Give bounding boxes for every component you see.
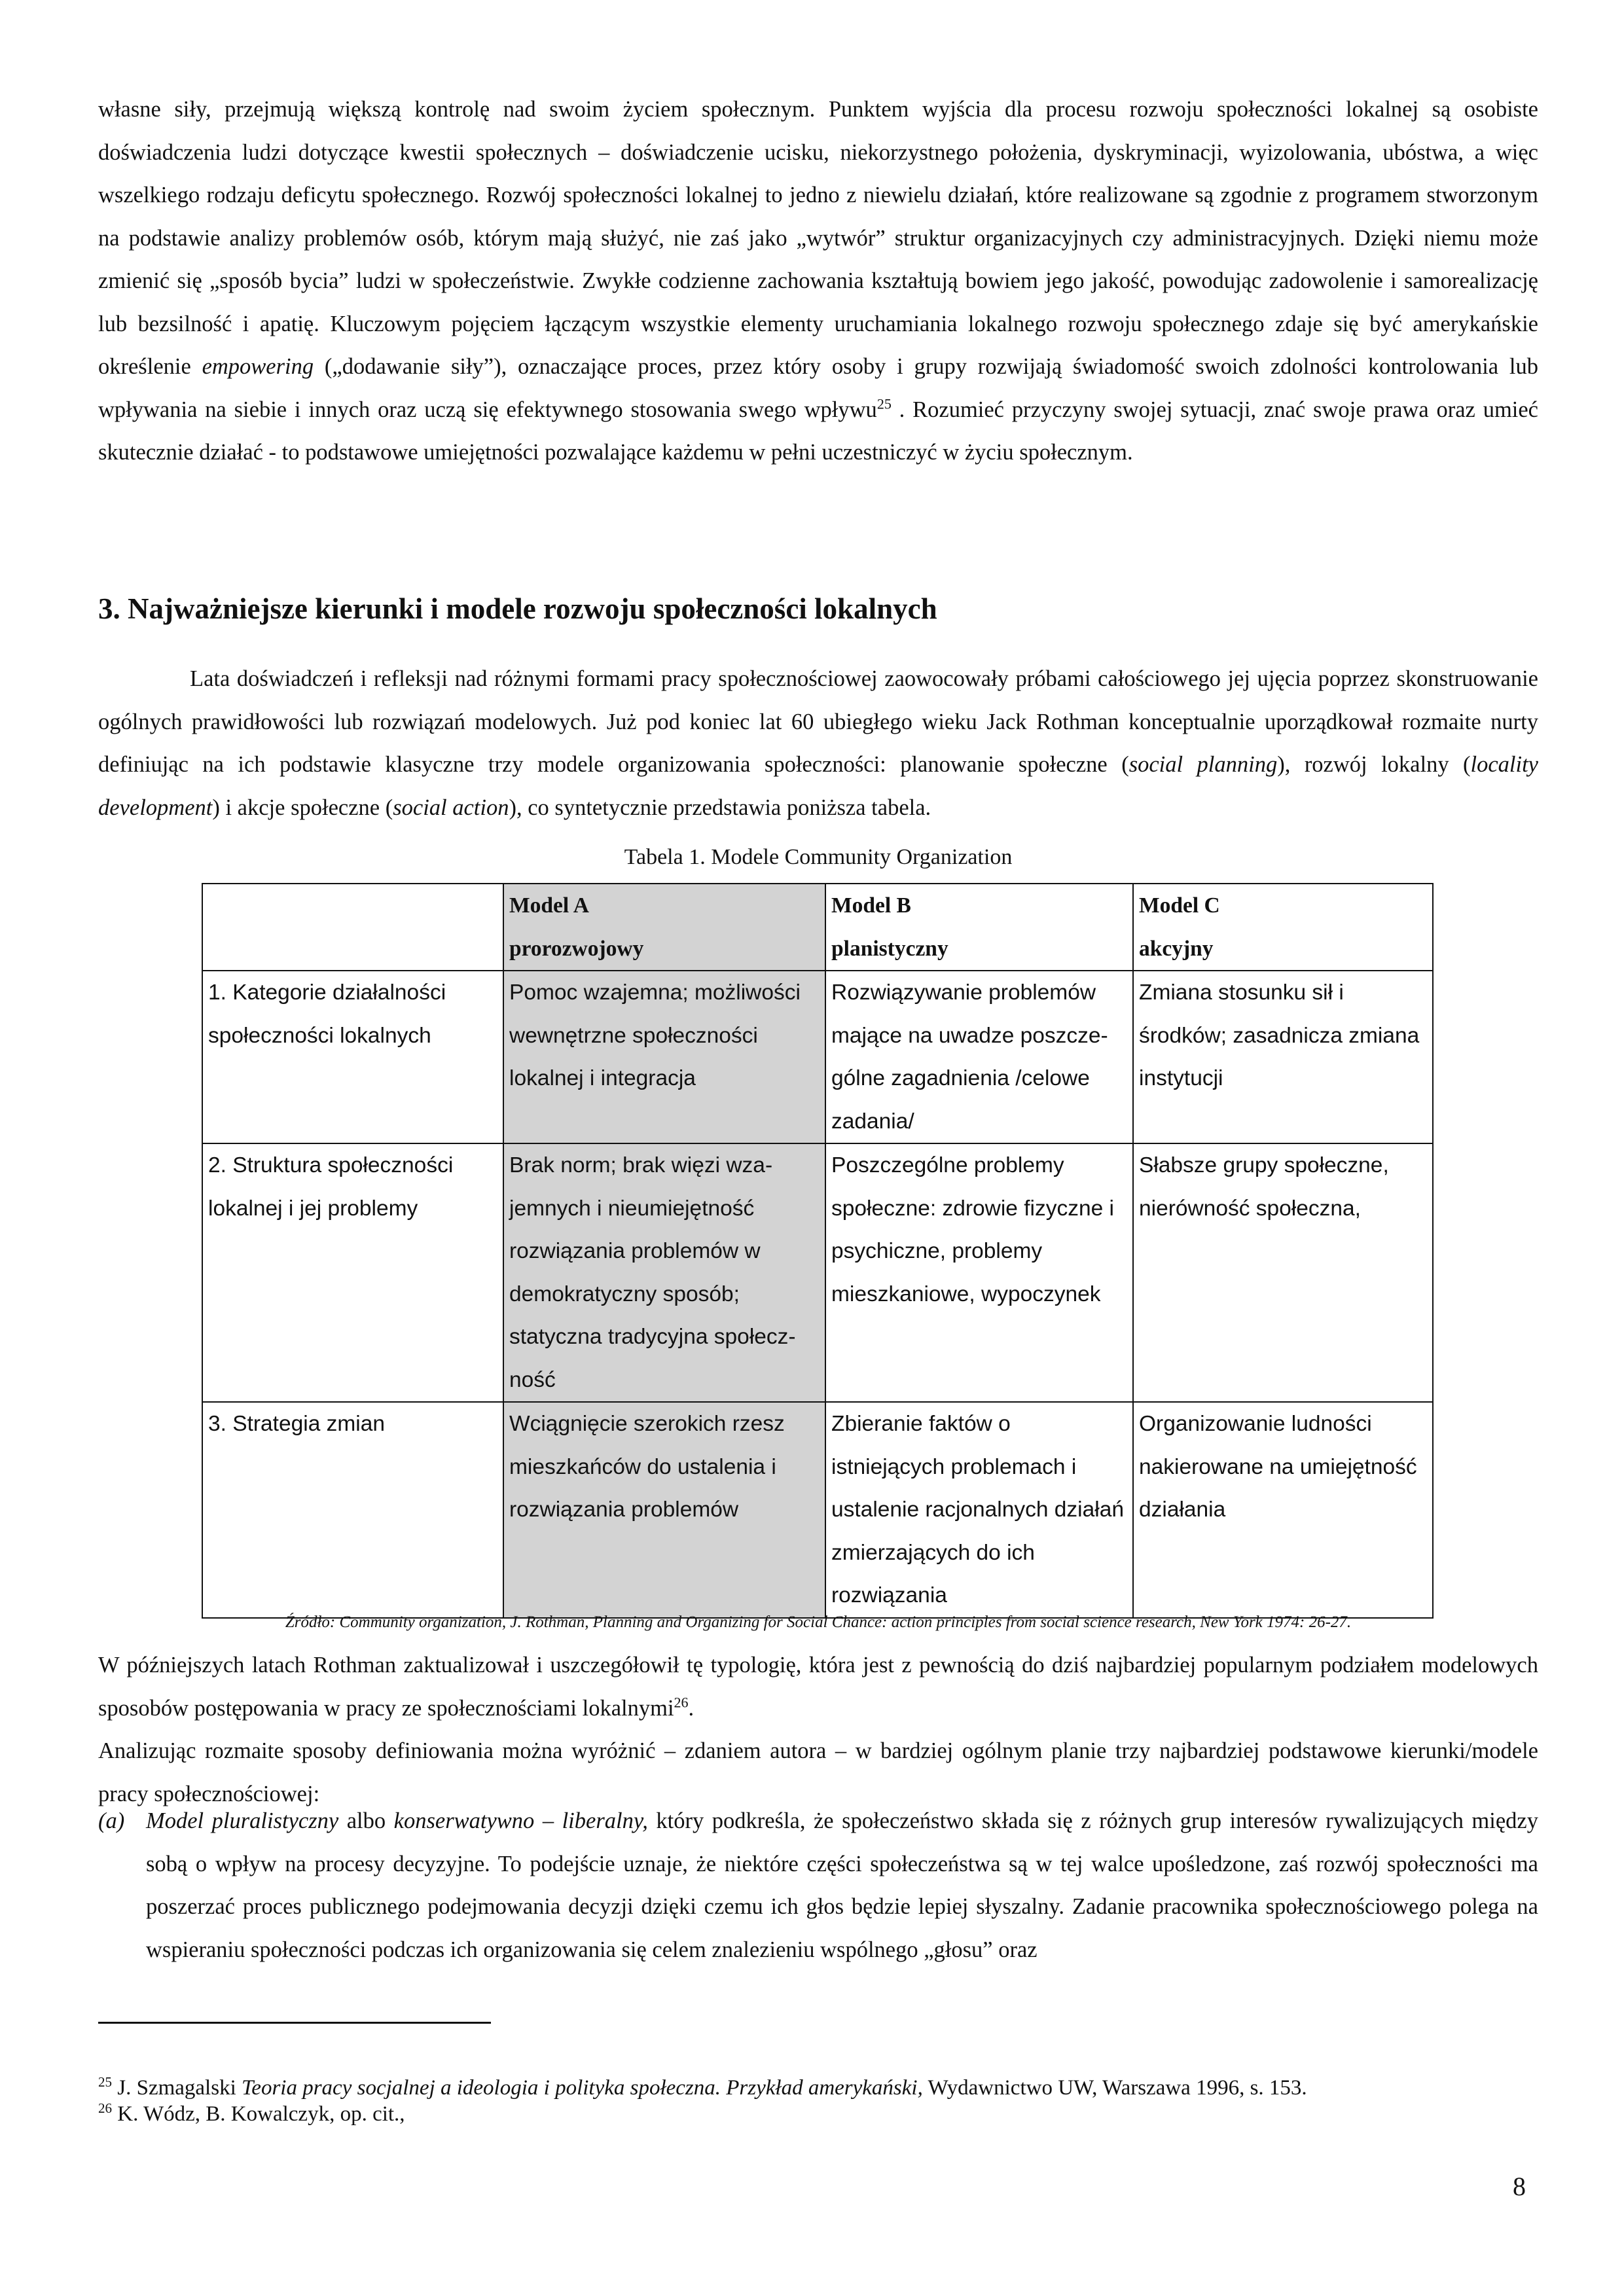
footnote-separator: [98, 2022, 491, 2024]
rothman-text-3: ) i akcje społeczne (: [212, 795, 393, 820]
footnote-number: 26: [98, 2100, 112, 2116]
later-text-2: .: [688, 1695, 695, 1721]
term-model-pluralistyczny: Model pluralistyczny: [146, 1808, 339, 1833]
footnote-25: [98, 2075, 1538, 2101]
table-cell: Organizowanie ludności nakierowane na umiejętność działania: [1133, 1402, 1433, 1618]
later-paragraph: [98, 1644, 1538, 1730]
footnote-26: [98, 2101, 1538, 2127]
table-row: [202, 1402, 1433, 1618]
table-row: [202, 971, 1433, 1143]
term-social-planning: social planning: [1128, 752, 1278, 777]
list-text-2: który podkreśla, że społeczeństwo składa się z różnych grup interesów rywalizujących między sobą o wpływ na procesy decyzyjne. To podejście uznaje, że niektóre części społeczeństwa są w tej walce upośledzone, zaś rozwój społeczności ma poszerzać proces publicznego podejmowania decyzji dzięki czemu ich głos będzie lepiej słyszalny. Zadanie pracownika społecznościowego polega na wspieraniu społeczności podczas ich organizowania się celem znalezieniu wspólnego „głosu” oraz: [146, 1808, 1538, 1962]
header-model-b: [825, 884, 1133, 971]
footnote-ref-26[interactable]: 26: [674, 1694, 689, 1710]
table-header-row: [202, 884, 1433, 971]
models-table: [202, 883, 1434, 1619]
list-marker: (a): [98, 1808, 125, 1833]
header-title: Model C: [1139, 893, 1220, 918]
rothman-text-1: Lata doświadczeń i refleksji nad różnymi formami pracy społecznościowej zaowocowały próbami całościowego jej ujęcia poprzez skonstruowanie ogólnych prawidłowości lub rozwiązań modelowych. Już pod koniec lat 60 ubiegłego wieku Jack Rothman konceptualnie uporządkował rozmaite nurty definiując na ich podstawie klasyczne trzy modele organizowania społeczności: planowanie społeczne (: [98, 666, 1538, 777]
footnote-number: 25: [98, 2074, 112, 2090]
header-subtitle: prorozwojowy: [509, 936, 644, 961]
footnote-ref-25[interactable]: 25: [876, 395, 892, 412]
table-cell: Wciągnięcie szerokich rzesz mieszkańców do ustalenia i rozwiązania problemów: [503, 1402, 825, 1618]
section-heading: 3. Najważniejsze kierunki i modele rozwoju społeczności lokalnych: [98, 592, 937, 625]
list-item-a: [98, 1800, 1538, 1971]
table-cell: Pomoc wzajemna; możliwości wewnętrzne społeczności lokalnej i integracja: [503, 971, 825, 1143]
table-caption: Tabela 1. Modele Community Organization: [624, 845, 1013, 869]
table-cell: Zmiana stosunku sił i środków; zasadnicza zmiana instytucji: [1133, 971, 1433, 1143]
row-label: 2. Struktura społeczności lokalnej i jej problemy: [202, 1143, 503, 1402]
intro-text-3: . Rozumieć przyczyny swojej sytuacji, znać swoje prawa oraz umieć skutecznie działać - to podstawowe umiejętności pozwalające każdemu w pełni uczestniczyć w życiu społecznym.: [98, 397, 1538, 465]
intro-text-1: własne siły, przejmują większą kontrolę nad swoim życiem społecznym. Punktem wyjścia dla procesu rozwoju społeczności lokalnej są osobiste doświadczenia ludzi dotyczące kwestii społecznych – doświadczenie ucisku, niekorzystnego położenia, dyskryminacji, wyizolowania, ubóstwa, a więc wszelkiego rodzaju deficytu społecznego. Rozwój społeczności lokalnej to jedno z niewielu działań, które realizowane są zgodnie z programem stworzonym na podstawie analizy problemów osób, którym mają służyć, nie zaś jako „wytwór” struktur organizacyjnych czy administracyjnych. Dzięki niemu może zmienić się „sposób bycia” ludzi w społeczeństwie. Zwykłe codzienne zachowania kształtują bowiem jego jakość, powodując zadowolenie i samorealizację lub bezsilność i apatię. Kluczowym pojęciem łączącym wszystkie elementy uruchamiania lokalnego rozwoju społecznego zdaje się być amerykańskie określenie: [98, 97, 1538, 379]
header-subtitle: planistyczny: [831, 936, 948, 961]
table-cell: Poszczególne problemy społeczne: zdrowie fizyczne i psychiczne, problemy mieszkaniowe, wypoczynek: [825, 1143, 1133, 1402]
intro-paragraph: [98, 88, 1538, 475]
analysis-paragraph: Analizując rozmaite sposoby definiowania można wyróżnić – zdaniem autora – w bardziej ogólnym planie trzy najbardziej podstawowe kierunki/modele pracy społecznościowej:: [98, 1738, 1538, 1806]
header-empty-cell: [202, 884, 503, 971]
header-title: Model A: [509, 893, 589, 918]
intro-text-2: („dodawanie siły”), oznaczające proces, przez który osoby i grupy rozwijają świadomość swoich zdolności kontrolowania lub wpływania na siebie i innych oraz uczą się efektywnego stosowania swego wpływu: [98, 354, 1538, 422]
rothman-text-4: ), co syntetycznie przedstawia poniższa tabela.: [509, 795, 931, 820]
table-cell: Rozwiązywanie problemów mające na uwadze poszczególne zagadnienia /celowe zadania/: [825, 971, 1133, 1143]
row-label: 1. Kategorie działalności społeczności lokalnych: [202, 971, 503, 1143]
header-model-c: [1133, 884, 1433, 971]
footnote-rest: K. Wódz, B. Kowalczyk, op. cit.,: [112, 2102, 405, 2126]
table-cell: Zbieranie faktów o istniejących problemach i ustalenie racjonalnych działań zmierzających do ich rozwiązania: [825, 1402, 1133, 1618]
table-row: [202, 1143, 1433, 1402]
footnote-title: Teoria pracy socjalnej a ideologia i polityka społeczna. Przykład amerykański,: [241, 2076, 923, 2100]
table-cell: Brak norm; brak więzi wzajemnych i nieumiejętność rozwiązania problemów w demokratyczny sposób; statyczna tradycyjna społeczność: [503, 1143, 825, 1402]
rothman-text-2: ), rozwój lokalny (: [1277, 752, 1471, 777]
term-konserwatywno-liberalny: konserwatywno – liberalny,: [393, 1808, 648, 1833]
term-locality-development: locality development: [98, 752, 1538, 820]
rothman-paragraph: [98, 658, 1538, 829]
header-subtitle: akcyjny: [1139, 936, 1214, 961]
page-number: 8: [1513, 2172, 1526, 2201]
row-label: 3. Strategia zmian: [202, 1402, 503, 1618]
term-empowering: empowering: [202, 354, 314, 379]
term-social-action: social action: [393, 795, 509, 820]
footnote-author: J. Szmagalski: [112, 2076, 242, 2100]
list-text-1: albo: [338, 1808, 394, 1833]
header-model-a: [503, 884, 825, 971]
table-source: Źródło: Community organization, J. Rothman, Planning and Organizing for Social Chance: action principles from social science research, New York 1974: 26-27.: [285, 1613, 1352, 1631]
header-title: Model B: [831, 893, 911, 918]
table-cell: Słabsze grupy społeczne, nierówność społeczna,: [1133, 1143, 1433, 1402]
footnote-rest: Wydawnictwo UW, Warszawa 1996, s. 153.: [922, 2076, 1307, 2100]
later-text-1: W późniejszych latach Rothman zaktualizował i uszczegółowił tę typologię, która jest z pewnością do dziś najbardziej popularnym podziałem modelowych sposobów postępowania w pracy ze społecznościami lokalnymi: [98, 1653, 1538, 1721]
